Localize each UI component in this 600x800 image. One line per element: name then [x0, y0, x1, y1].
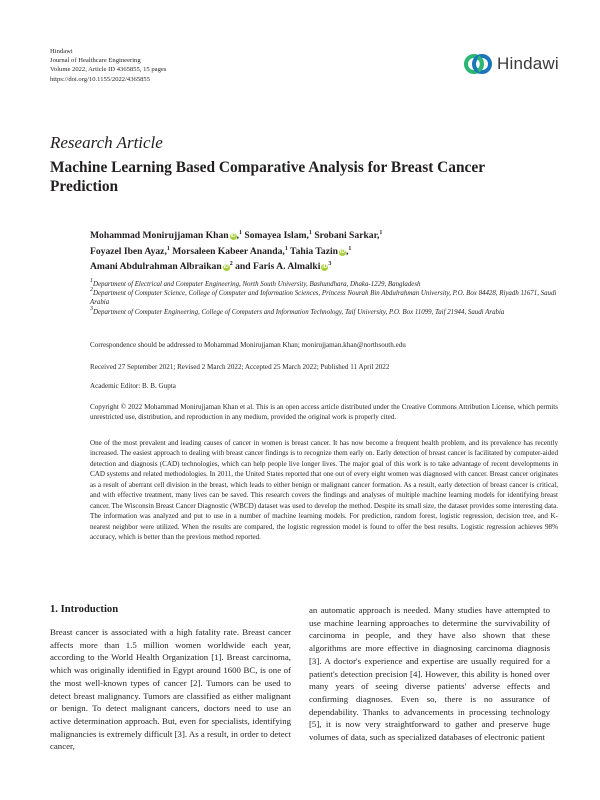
- author-name: Faris A. Almalki: [252, 261, 321, 273]
- journal-info: [50, 47, 166, 84]
- hindawi-logo-icon: [463, 49, 493, 79]
- author-name: Somayea Islam: [244, 230, 307, 241]
- affiliation-marker: 3: [328, 261, 332, 268]
- publication-dates: Received 27 September 2021; Revised 2 March 2022; Accepted 25 March 2022; Published 11 April 2022: [90, 363, 390, 371]
- doi-link[interactable]: https://doi.org/10.1155/2022/4365855: [50, 75, 151, 83]
- author-name: Tahia Tazin: [290, 245, 338, 257]
- article-title: Machine Learning Based Comparative Analysis for Breast Cancer Prediction: [50, 159, 485, 195]
- author-name: Amani Abdulrahman Albraikan: [90, 261, 222, 273]
- author-name: Foyazel Iben Ayaz: [90, 245, 165, 257]
- affiliation-marker: 1: [284, 245, 288, 252]
- affiliation-number: 2: [90, 287, 93, 294]
- affiliation-text: Department of Computer Science, College of Computer and Information Sciences, Princess Nourah Bin Abdulrahman University, P.O. Box 84428, Riyadh 11671, Saudi Arabia: [90, 290, 557, 307]
- orcid-icon[interactable]: iD: [223, 264, 229, 271]
- hindawi-logo-text: Hindawi: [497, 54, 559, 73]
- academic-editor: Academic Editor: B. B. Gupta: [90, 382, 176, 390]
- affiliation-item: [90, 289, 560, 307]
- volume-line: Volume 2022, Article ID 4365855, 15 pages: [50, 66, 167, 74]
- orcid-icon[interactable]: iD: [339, 248, 345, 255]
- article-type: Research Article: [50, 133, 163, 152]
- paragraph: an automatic approach is needed. Many studies have attempted to use machine learning approaches to determine the survivability of carcinoma in people, and they have also shown that these algorithms are more effective in diagnosing carcinoma diagnosis [3]. A doctor's experience and expertise are usually required for a patient's detection precision [4]. However, this ability is honed over many years of seeing diverse patients' adverse effects and confirming diagnoses. Even so, there is no assurance of dependability. Thanks to advancements in processing technology [5], it is now very straightforward to gather and preserve huge volumes of data, such as specialized databases of electronic patient: [309, 605, 550, 743]
- body-column-left: [50, 626, 291, 753]
- author-list: Mohammad Monirujjaman Khan iD,$^1$ Somayea Islam,$^1$ Srobani Sarkar,$^1$ Foyazel Iben Ayaz,$^1$ Morsaleen Kabeer Ananda,$^1$ Tahia Tazin iD,$^1$ Amani Abdulrahman Albraikan $iD^2$ and Faris A. Almalki $iD^3$: [90, 230, 383, 273]
- affiliation-marker: 1: [379, 230, 383, 236]
- affiliation-number: 3: [90, 305, 93, 312]
- affiliation-item: [90, 280, 560, 289]
- paragraph: Breast cancer is associated with a high fatality rate. Breast cancer affects more than 1.5 million women worldwide each year, according to the World Health Organization [1]. Breast carcinoma, which was originally identified in Egypt around 1600 BC, is one of the most well-known types of cancer [2]. Tumors can be used to detect breast malignancy. Tumors are classified as either malignant or benign. To detect malignant cancers, doctors need to use an active determination approach. But, even for specialists, identifying malignancies is extremely difficult [3]. As a result, in order to detect cancer,: [50, 627, 291, 752]
- affiliation-number: 1: [90, 278, 93, 284]
- affiliation-text: Department of Computer Engineering, College of Computers and Information Technology, Taif University, P.O. Box 11099, Taif 21944, Saudi Arabia: [93, 308, 505, 316]
- affiliation-item: [90, 305, 560, 317]
- orcid-icon[interactable]: iD: [230, 233, 236, 239]
- publisher-name: Hindawi: [50, 48, 73, 55]
- affiliation-marker: 1: [348, 245, 352, 252]
- author-name: Srobani Sarkar: [314, 230, 377, 241]
- affiliations: [90, 280, 560, 317]
- affiliation-text: Department of Electrical and Computer Engineering, North South University, Bashundhara, Dhaka-1229, Bangladesh: [93, 281, 421, 288]
- author-name: Mohammad Monirujjaman Khan: [90, 230, 229, 241]
- affiliation-marker: 1: [308, 230, 312, 236]
- correspondence: Correspondence should be addressed to Mohammad Monirujjaman Khan; monirujjaman.khan@northsouth.edu: [90, 341, 406, 349]
- section-heading: 1. Introduction: [50, 604, 119, 615]
- journal-name: Journal of Healthcare Engineering: [50, 57, 141, 65]
- orcid-icon[interactable]: iD: [322, 264, 328, 271]
- abstract: One of the most prevalent and leading causes of cancer in women is breast cancer. It has now become a frequent health problem, and its prevalence has recently increased. The easiest approach to dealing with breast cancer findings is to recognize them early on. Early detection of breast cancer is facilitated by computer-aided detection and diagnosis (CAD) technologies, which can help people live longer lives. The major goal of this work is to take advantage of recent developments in CAD systems and related methodologies. In 2011, the United States reported that one out of every eight women was diagnosed with cancer. Breast cancer originates as a result of aberrant cell division in the breast, which leads to either benign or malignant cancer formation. As a result, early detection of breast cancer is critical, and with effective treatment, many lives can be saved. This research covers the findings and analyses of multiple machine learning models for identifying breast cancer. The Wisconsin Breast Cancer Diagnostic (WBCD) dataset was used to develop the method. Despite its small size, the dataset provides some interesting data. The information was analyzed and put to use in a number of machine learning models. For prediction, random forest, logistic regression, decision tree, and K-nearest neighbor were utilized. When the results are compared, the logistic regression model is found to offer the best results. Logistic regression achieves 98% accuracy, which is better than the previous method reported.: [90, 439, 558, 542]
- affiliation-marker: 1: [166, 245, 170, 252]
- copyright-notice: Copyright © 2022 Mohammad Monirujjaman Khan et al. This is an open access article distributed under the Creative Commons Attribution License, which permits unrestricted use, distribution, and reproduction in any medium, provided the original work is properly cited.: [90, 403, 558, 422]
- body-column-right: [309, 604, 550, 744]
- author-name: Morsaleen Kabeer Ananda: [172, 245, 283, 257]
- affiliation-marker: 2: [229, 261, 233, 268]
- affiliation-marker: 1: [239, 230, 242, 236]
- hindawi-logo: [463, 49, 559, 79]
